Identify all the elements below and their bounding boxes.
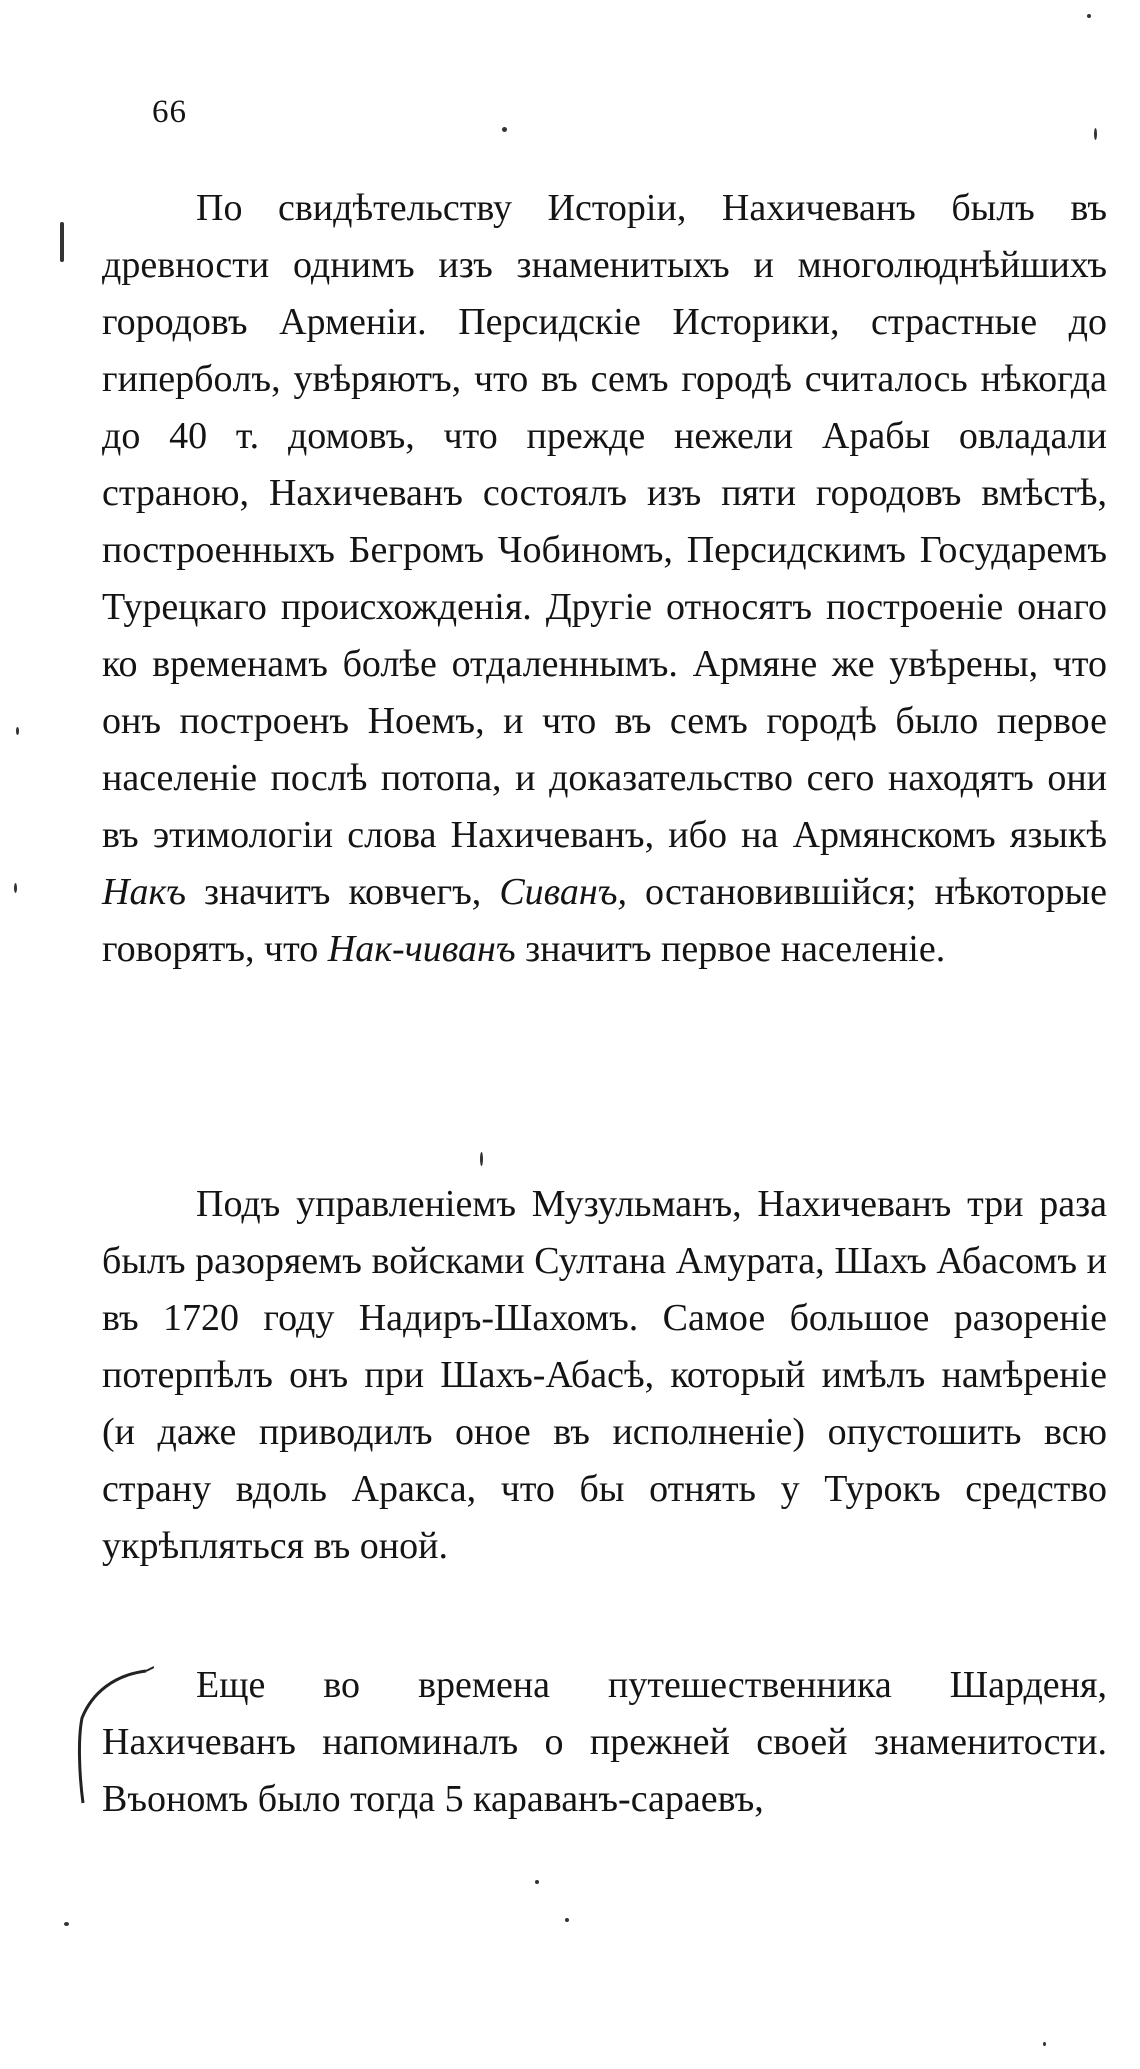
text-segment: остановившійся; нѣкоторые говорятъ, что [102,871,1107,970]
text-segment: Подъ управленіемъ Музульманъ, Нахичеванъ три раза былъ разоряемъ войсками Султана Амурата, Шахъ Абасомъ и въ 1720 году Надиръ-Шахомъ. Самое большое разореніе потерпѣлъ онъ при Шахъ-Абасѣ, который имѣлъ намѣреніе (и даже приводилъ оное въ исполненіе) опустошить всю страну вдоль Аракса, что бы отнять у Турокъ средство укрѣпляться въ оной. [102,1183,1107,1567]
italic-word: Нак-чиванъ [327,928,516,970]
speck [1087,14,1091,18]
paragraph-1 [102,180,1107,978]
speck [14,883,17,893]
speck [1043,2042,1046,2046]
speck [535,1880,539,1884]
speck [16,727,19,735]
paragraph-2 [102,1176,1107,1575]
speck [64,1922,69,1926]
speck [1094,128,1097,140]
text-segment: Еще во времена путешественника Шарденя, Нахичеванъ напоминалъ о прежней своей знаменитости. Въономъ было тогда 5 караванъ-сараевъ, [102,1664,1107,1820]
page-number: 66 [152,94,187,130]
text-segment: По свидѣтельству Исторіи, Нахичеванъ былъ въ древности однимъ изъ знаменитыхъ и многолюднѣйшихъ городовъ Арменіи. Персидскіе Историки, страстные до гипербoлъ, увѣряютъ, что въ семъ городѣ считалось нѣкогда до 40 т. домовъ, что прежде нежели Арабы овладали страною, Нахичеванъ состоялъ изъ пяти городовъ вмѣстѣ, построенныхъ Бегромъ Чобиномъ, Персидскимъ Государемъ Турецкаго происхожденія. Другіе относятъ построеніе онаго ко временамъ болѣе отдаленнымъ. Армяне же увѣрены, что онъ построенъ Ноемъ, и что въ семъ городѣ было первое населеніе послѣ потопа, и доказательство сего находятъ они въ этимологіи слова Нахичеванъ, ибо на Армянскомъ языкѣ [102,187,1107,856]
text-segment: значитъ ковчегъ, [185,871,500,913]
speck [565,1918,569,1922]
margin-bracket-mark [74,1663,154,1813]
speck [480,1152,483,1166]
italic-word: Сиванъ, [499,871,627,913]
italic-word: Накъ [102,871,186,913]
margin-mark [60,222,64,262]
text-segment: значитъ первое населеніе. [515,928,946,970]
speck [502,127,507,132]
paragraph-3 [102,1657,1107,1828]
